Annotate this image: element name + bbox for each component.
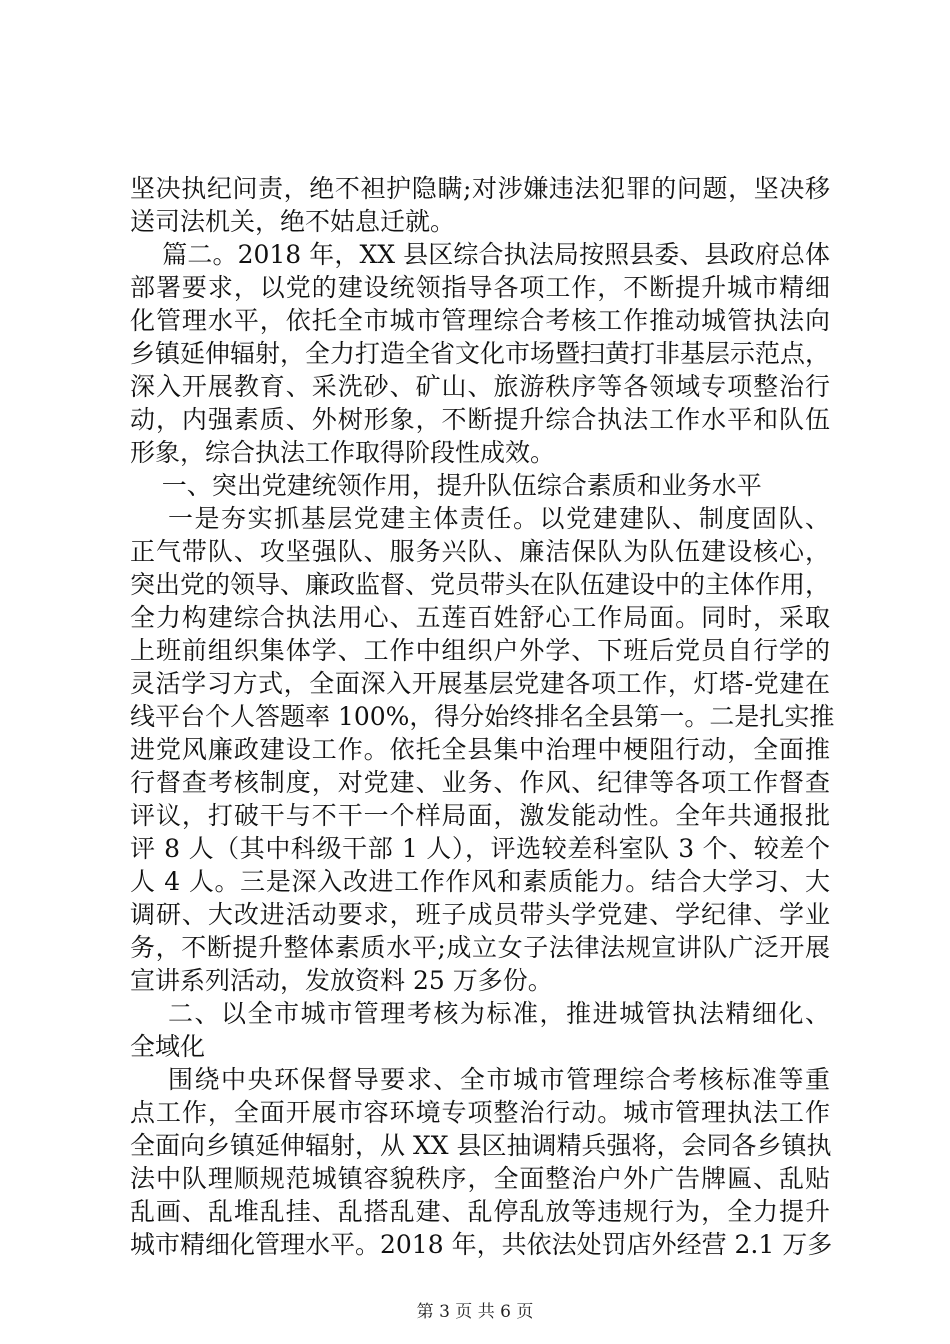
text-line: 一、突出党建统领作用，提升队伍综合素质和业务水平 — [130, 471, 762, 500]
text-line: 务，不断提升整体素质水平;成立女子法律法规宣讲队广泛开展 — [130, 933, 830, 962]
text-line: 坚决执纪问责，绝不袒护隐瞒;对涉嫌违法犯罪的问题，坚决移 — [130, 174, 830, 203]
text-line: 灵活学习方式，全面深入开展基层党建各项工作，灯塔-党建在 — [130, 669, 830, 698]
text-line: 送司法机关，绝不姑息迁就。 — [130, 207, 456, 236]
text-line: 一是夯实抓基层党建主体责任。以党建建队、制度固队、 — [130, 504, 830, 533]
text-line: 城市精细化管理水平。2018 年，共依法处罚店外经营 2.1 万多 — [130, 1230, 833, 1259]
text-line: 点工作，全面开展市容环境专项整治行动。城市管理执法工作 — [130, 1098, 830, 1127]
text-line: 行督查考核制度，对党建、业务、作风、纪律等各项工作督查 — [130, 768, 830, 797]
text-line: 二、以全市城市管理考核为标准，推进城管执法精细化、 — [130, 999, 830, 1028]
document-body — [130, 172, 835, 1261]
text-line: 全面向乡镇延伸辐射，从 XX 县区抽调精兵强将，会同各乡镇执 — [130, 1131, 832, 1160]
text-line: 线平台个人答题率 100%，得分始终排名全县第一。二是扎实推 — [130, 702, 835, 731]
text-line: 篇二。2018 年，XX 县区综合执法局按照县委、县政府总体 — [130, 240, 830, 269]
text-line: 全域化 — [130, 1032, 206, 1061]
text-line: 乱画、乱堆乱挂、乱搭乱建、乱停乱放等违规行为，全力提升 — [130, 1197, 830, 1226]
text-line: 部署要求，以党的建设统领指导各项工作，不断提升城市精细 — [130, 273, 830, 302]
text-line: 深入开展教育、采洗砂、矿山、旅游秩序等各领域专项整治行 — [130, 372, 830, 401]
text-line: 人 4 人。三是深入改进工作作风和素质能力。结合大学习、大 — [130, 867, 830, 896]
text-line: 上班前组织集体学、工作中组织户外学、下班后党员自行学的 — [130, 636, 830, 665]
text-line: 形象，综合执法工作取得阶段性成效。 — [130, 438, 556, 467]
text-line: 突出党的领导、廉政监督、党员带头在队伍建设中的主体作用， — [130, 570, 831, 599]
text-line: 调研、大改进活动要求，班子成员带头学党建、学纪律、学业 — [130, 900, 830, 929]
page-footer: 第 3 页 共 6 页 — [416, 1302, 534, 1322]
text-line: 乡镇延伸辐射，全力打造全省文化市场暨扫黄打非基层示范点， — [130, 339, 831, 368]
text-line: 全力构建综合执法用心、五莲百姓舒心工作局面。同时，采取 — [130, 603, 830, 632]
text-line: 动，内强素质、外树形象，不断提升综合执法工作水平和队伍 — [130, 405, 830, 434]
text-line: 法中队理顺规范城镇容貌秩序，全面整治户外广告牌匾、乱贴 — [130, 1164, 830, 1193]
text-line: 化管理水平，依托全市城市管理综合考核工作推动城管执法向 — [130, 306, 830, 335]
text-line: 围绕中央环保督导要求、全市城市管理综合考核标准等重 — [130, 1065, 830, 1094]
text-line: 评议，打破干与不干一个样局面，激发能动性。全年共通报批 — [130, 801, 830, 830]
text-line: 评 8 人（其中科级干部 1 人），评选较差科室队 3 个、较差个 — [130, 834, 830, 863]
text-line: 正气带队、攻坚强队、服务兴队、廉洁保队为队伍建设核心， — [130, 537, 830, 566]
text-line: 进党风廉政建设工作。依托全县集中治理中梗阻行动，全面推 — [130, 735, 830, 764]
text-line: 宣讲系列活动，发放资料 25 万多份。 — [130, 966, 553, 995]
